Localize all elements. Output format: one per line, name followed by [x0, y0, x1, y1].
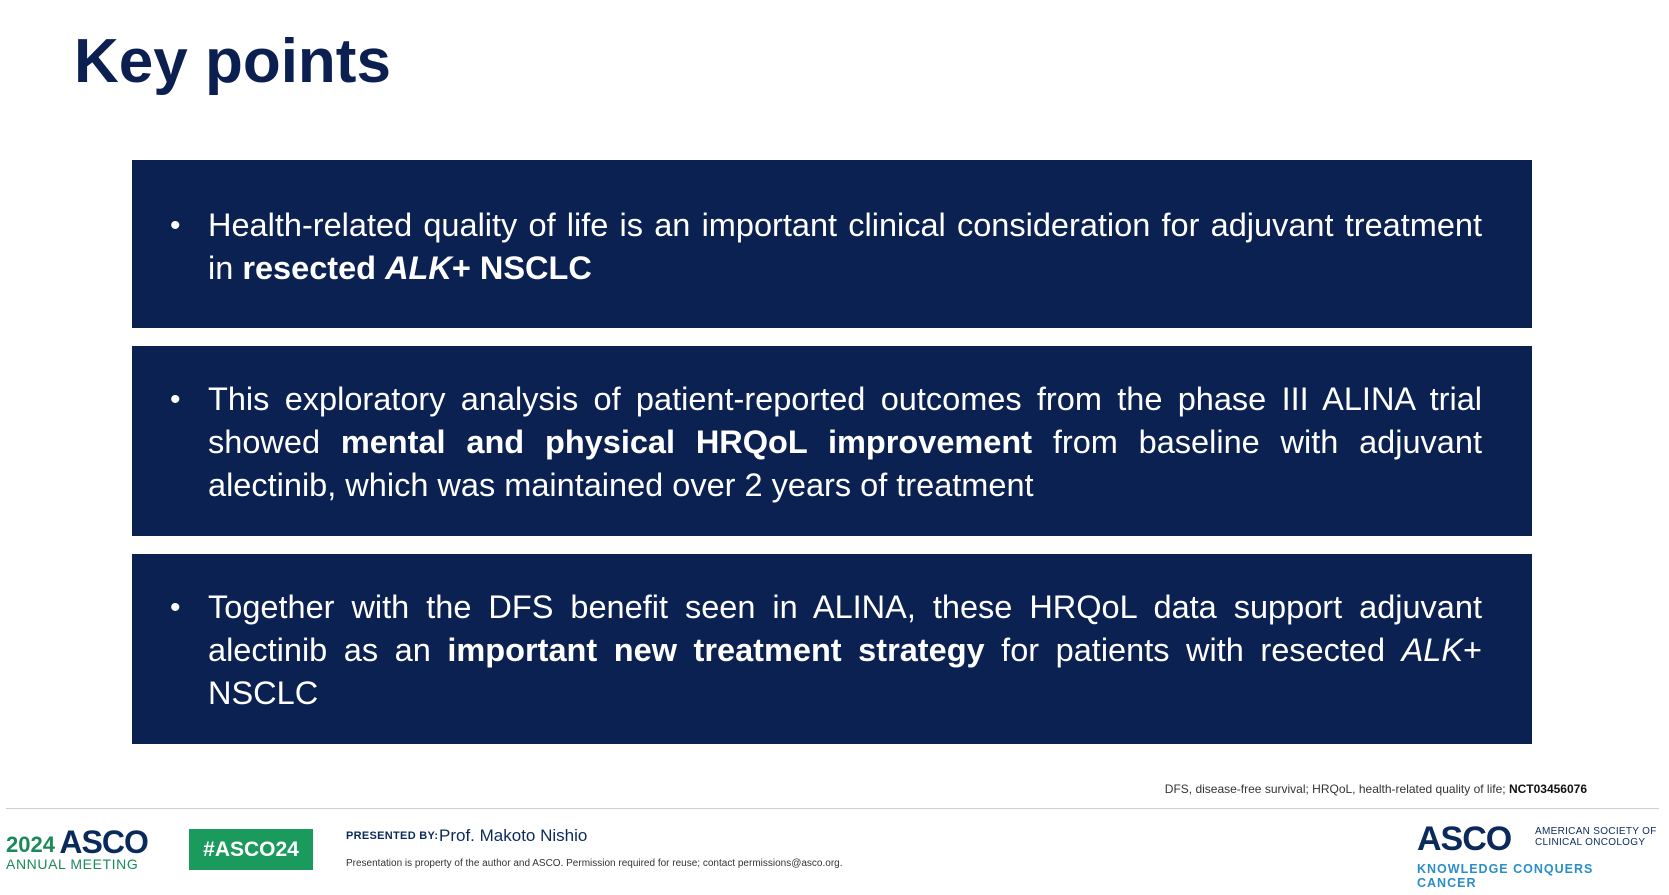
text-segment: + NSCLC [208, 632, 1482, 711]
text-segment: + NSCLC [451, 250, 592, 286]
text-segment: mental and physical HRQoL improvement [340, 424, 1033, 460]
society-line-2: CLINICAL ONCOLOGY [1535, 837, 1646, 848]
text-segment: for patients with resected [984, 632, 1402, 668]
footer-divider [6, 808, 1659, 809]
asco-society-logo [1417, 820, 1657, 890]
key-point-text-3 [208, 586, 1482, 715]
presented-by-label: PRESENTED BY: [346, 830, 439, 842]
bullet-2: • [170, 383, 181, 416]
key-point-panel-1 [132, 160, 1532, 328]
hashtag-badge: #ASCO24 [189, 829, 313, 870]
text-segment: ALK [385, 250, 452, 286]
text-segment: Health-related quality of life is an important clinical consideration for adjuvant treatment in [208, 207, 1482, 286]
slide-title: Key points [74, 27, 391, 96]
key-point-text-1 [208, 204, 1482, 290]
copyright-disclaimer: Presentation is property of the author and ASCO. Permission required for reuse; contact permissions@asco.org. [346, 858, 843, 869]
trial-id: NCT03456076 [1508, 782, 1587, 796]
bullet-3: • [170, 591, 181, 624]
abbreviation-footnote [1165, 782, 1587, 796]
text-segment: This exploratory analysis of patient-reported outcomes from the phase III ALINA trial showed [208, 381, 1482, 460]
presenter-name: Prof. Makoto Nishio [439, 826, 588, 845]
asco-society-name [1535, 826, 1657, 848]
text-segment: important new treatment strategy [447, 632, 985, 668]
asco-slogan: KNOWLEDGE CONQUERS CANCER [1417, 862, 1594, 890]
text-segment: ALK [1401, 632, 1464, 668]
text-segment: Together with the DFS benefit seen in ALINA, these HRQoL data support adjuvant alectinib as an [208, 589, 1482, 668]
meeting-year: 2024 [6, 832, 55, 857]
text-segment: resected [242, 250, 386, 286]
meeting-subtitle: ANNUAL MEETING [6, 856, 139, 872]
meeting-brand: ASCO [59, 824, 148, 860]
key-point-panel-3 [132, 554, 1532, 744]
key-point-panel-2 [132, 346, 1532, 536]
asco-logo-word: ASCO [1417, 820, 1512, 858]
text-segment: from baseline with adjuvant alectinib, which was maintained over 2 years of treatment [208, 424, 1482, 503]
key-point-text-2 [208, 378, 1482, 507]
annual-meeting-logo [6, 826, 156, 872]
footnote-text: DFS, disease-free survival; HRQoL, health-related quality of life; [1164, 782, 1509, 796]
society-line-1: AMERICAN SOCIETY OF [1535, 826, 1657, 837]
bullet-1: • [170, 209, 181, 242]
